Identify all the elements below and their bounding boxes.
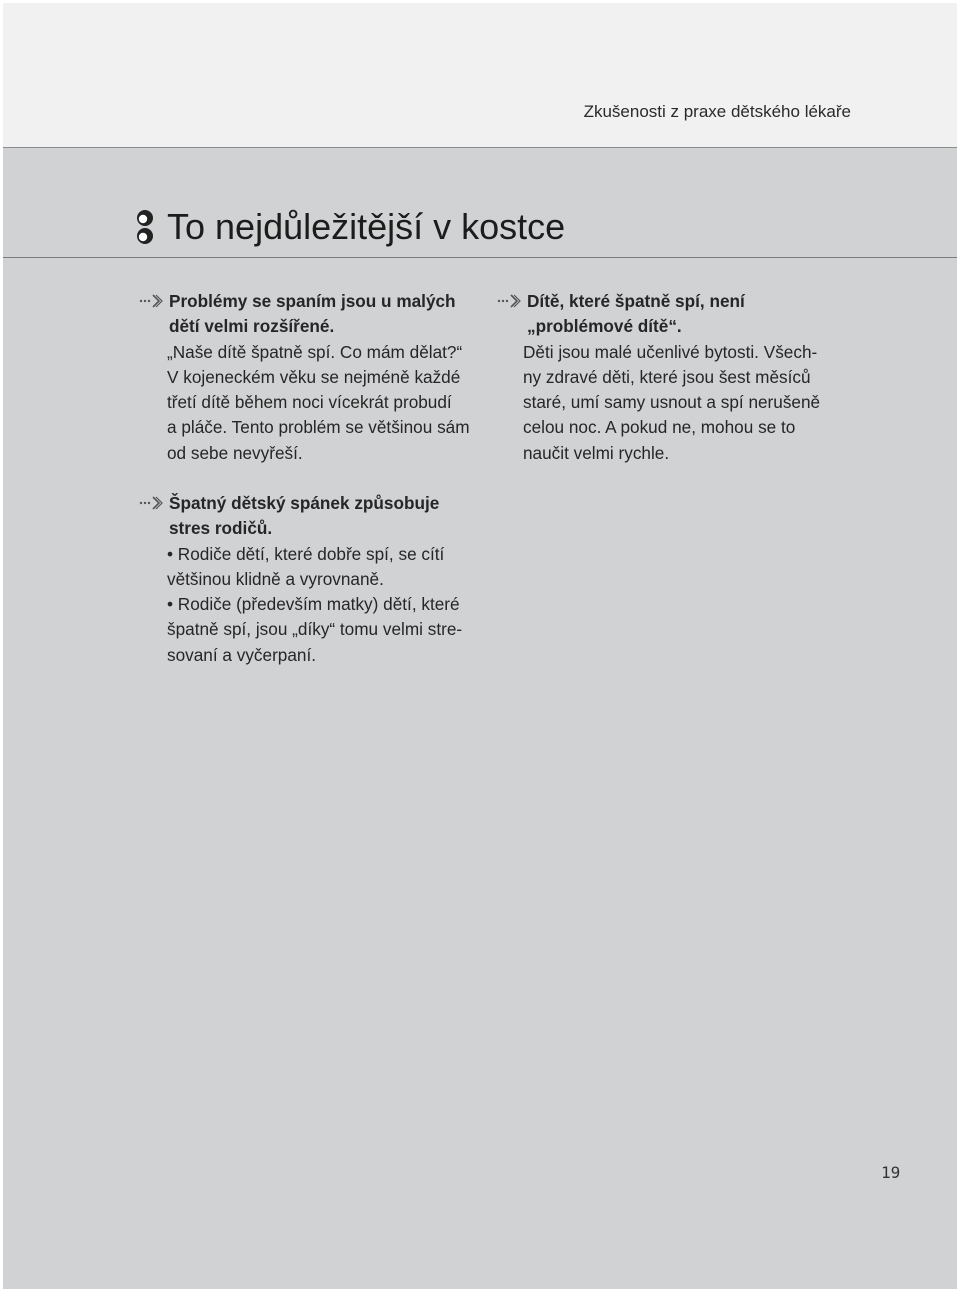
key-point-1 xyxy=(139,289,499,466)
arrow-icon xyxy=(497,294,521,308)
bullet-circles-icon xyxy=(133,208,159,246)
key-point-body: • Rodiče dětí, které dobře spí, se cítí většinou klidně a vyrovnaně. • Rodiče (především matky) dětí, které špatně spí, jsou „díky“ tomu velmi stre- sovaní a vyčerpaní. xyxy=(167,543,463,665)
key-point-3 xyxy=(139,491,499,668)
section-title: To nejdůležitější v kostce xyxy=(167,206,566,247)
page xyxy=(3,3,957,1289)
arrow-icon xyxy=(139,496,163,510)
key-point-body: Děti jsou malé učenlivé bytosti. Všech- ny zdravé děti, které jsou šest měsíců staré, umí samy usnout a spí nerušeně celou noc. A pokud ne, mohou se to naučit velmi rychle. xyxy=(523,341,821,463)
key-point-body: „Naše dítě špatně spí. Co mám dělat?“ V kojeneckém věku se nejméně každé třetí dítě během noci vícekrát probudí a pláče. Tento problém se většinou sám od sebe nevyřeší. xyxy=(167,341,470,463)
key-point-2 xyxy=(497,289,857,466)
key-point-heading: Dítě, které špatně spí, není „problémové dítě“. xyxy=(497,289,857,340)
key-point-heading: Problémy se spaním jsou u malých dětí velmi rozšířené. xyxy=(139,289,499,340)
page-number: 19 xyxy=(881,1163,901,1182)
header-band xyxy=(3,3,957,148)
key-point-heading: Špatný dětský spánek způsobuje stres rodičů. xyxy=(139,491,499,542)
arrow-icon xyxy=(139,294,163,308)
running-head: Zkušenosti z praxe dětského lékaře xyxy=(583,102,851,121)
